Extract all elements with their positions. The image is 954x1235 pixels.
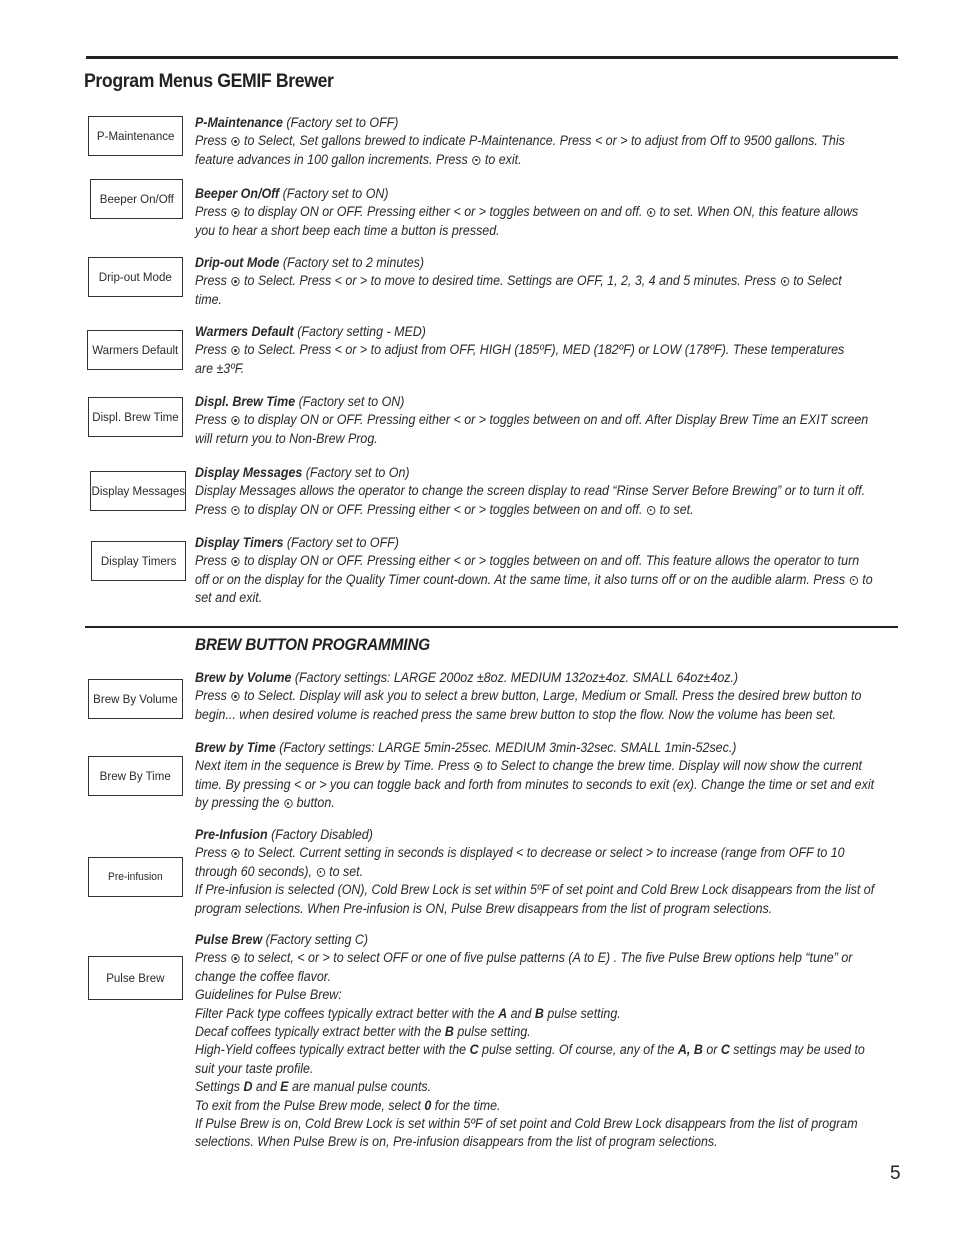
entry-heading: Beeper On/Off: [195, 186, 280, 201]
entry-heading: Warmers Default: [195, 324, 294, 339]
select-button-icon: [849, 576, 857, 585]
warmers-default-button: Warmers Default: [87, 330, 183, 370]
brew-by-volume-button: Brew By Volume: [88, 679, 183, 719]
entry-brew-by-volume: Brew by Volume (Factory settings: LARGE 200oz ±8oz. MEDIUM 132oz±4oz. SMALL 64oz±4oz.) Press to Select. Display will ask you to select a brew button, Large, Medium or Small. Press the desired brew button to begin... when desired volume is reached press the same brew button to stop the flow. Now the volume has been set.: [195, 670, 862, 722]
select-button-icon: [231, 346, 239, 355]
select-button-icon: [472, 156, 480, 165]
entry-heading: Displ. Brew Time: [195, 394, 296, 409]
entry-heading: Display Messages: [195, 465, 303, 480]
p-maintenance-button: P-Maintenance: [88, 116, 183, 156]
select-button-icon: [316, 868, 324, 877]
select-button-icon: [231, 849, 239, 858]
page-number: 5: [890, 1163, 901, 1184]
select-button-icon: [284, 799, 292, 808]
displ-brew-time-button: Displ. Brew Time: [88, 397, 183, 437]
top-rule: [86, 56, 898, 59]
entry-heading: P-Maintenance: [195, 115, 283, 130]
entry-heading: Display Timers: [195, 535, 284, 550]
select-button-icon: [231, 416, 239, 425]
section-title: BREW BUTTON PROGRAMMING: [195, 636, 430, 654]
select-button-icon: [231, 506, 239, 515]
entry-heading: Pre-Infusion: [195, 827, 268, 842]
select-button-icon: [474, 762, 482, 771]
select-button-icon: [231, 954, 239, 963]
entry-drip-out: Drip-out Mode (Factory set to 2 minutes) Press to Select. Press < or > to move to desired time. Settings are OFF, 1, 2, 3, 4 and 5 minutes. Press to Select time.: [195, 255, 842, 307]
page-title: Program Menus GEMIF Brewer: [84, 71, 334, 92]
entry-heading: Brew by Time: [195, 740, 276, 755]
select-button-icon: [231, 692, 239, 701]
brew-by-time-button: Brew By Time: [88, 756, 183, 796]
entry-brew-by-time: Brew by Time (Factory settings: LARGE 5min-25sec. MEDIUM 3min-32sec. SMALL 1min-52sec.) Next item in the sequence is Brew by Time. Press to Select to change the brew time. Display will now show the current time. By pressing < or > you can toggle back and forth from minutes to seconds to exit (ex). Change the time or set and exit by pressing the button.: [195, 740, 875, 811]
entry-beeper: Beeper On/Off (Factory set to ON) Press to display ON or OFF. Pressing either < or > toggles between on and off. to set. When ON, this feature allows you to hear a short beep each time a button is pressed.: [195, 186, 859, 238]
entry-p-maintenance: P-Maintenance (Factory set to OFF) Press to Select, Set gallons brewed to indicate P-Maintenance. Press < or > to adjust from Off to 9500 gallons. This feature advances in 100 gallon increments. Press to exit.: [195, 115, 845, 167]
entry-heading: Drip-out Mode: [195, 255, 280, 270]
select-button-icon: [231, 137, 239, 146]
select-button-icon: [231, 277, 239, 286]
select-button-icon: [231, 208, 239, 217]
entry-warmers: Warmers Default (Factory setting - MED) Press to Select. Press < or > to adjust from OFF, HIGH (185ºF), MED (182ºF) or LOW (178ºF). These temperatures are ±3ºF.: [195, 324, 845, 376]
display-timers-button: Display Timers: [91, 541, 186, 581]
pre-infusion-button: Pre-infusion: [88, 857, 183, 897]
section-rule: [85, 626, 898, 628]
pulse-brew-button: Pulse Brew: [88, 956, 183, 1000]
select-button-icon: [647, 208, 655, 217]
entry-display-messages: Display Messages (Factory set to On) Display Messages allows the operator to change the screen display to read “Rinse Server Before Brewing” or to turn it off. Press to display ON or OFF. Pressing either < or > toggles between on and off. to set.: [195, 465, 866, 517]
drip-out-mode-button: Drip-out Mode: [88, 257, 183, 297]
entry-heading: Pulse Brew: [195, 932, 263, 947]
beeper-on-off-button: Beeper On/Off: [90, 179, 183, 219]
select-button-icon: [780, 277, 788, 286]
entry-pre-infusion: Pre-Infusion (Factory Disabled) Press to Select. Current setting in seconds is displayed < to decrease or select > to increase (range from OFF to 10 through 60 seconds), to set. If Pre-infusion is selected (ON), Cold Brew Lock is set within 5ºF of set point and Cold Brew Lock disappears from the list of program selections. When Pre-infusion is ON, Pulse Brew disappears from the list of program selections.: [195, 827, 875, 916]
entry-pulse-brew: Pulse Brew (Factory setting C) Press to select, < or > to select OFF or one of five pulse patterns (A to E) . The five Pulse Brew options help “tune” or change the coffee flavor. Guidelines for Pulse Brew: Filter Pack type coffees typically extract better with the A and B pulse setting. Decaf coffees typically extract better with the B pulse setting. High-Yield coffees typically extract better with the C pulse setting. Of course, any of the A, B or C settings may be used to suit your taste profile. Settings D and E are manual pulse counts. To exit from the Pulse Brew mode, select 0 for the time. If Pulse Brew is on, Cold Brew Lock is set within 5ºF of set point and Cold Brew Lock disappears from the list of program selections. When Pulse Brew is on, Pre-infusion disappears from the list of program selections.: [195, 932, 865, 1150]
select-button-icon: [231, 557, 239, 566]
entry-display-timers: Display Timers (Factory set to OFF) Press to display ON or OFF. Pressing either < or > toggles between on and off. This feature allows the operator to turn off or on the display for the Quality Timer count-down. At the same time, it also turns off or on the audible alarm. Press to set and exit.: [195, 535, 873, 606]
select-button-icon: [647, 506, 655, 515]
entry-heading: Brew by Volume: [195, 670, 292, 685]
display-messages-button: Display Messages: [90, 471, 186, 511]
entry-displ-brew-time: Displ. Brew Time (Factory set to ON) Press to display ON or OFF. Pressing either < or > toggles between on and off. After Display Brew Time an EXIT screen will return you to Non-Brew Prog.: [195, 394, 869, 446]
